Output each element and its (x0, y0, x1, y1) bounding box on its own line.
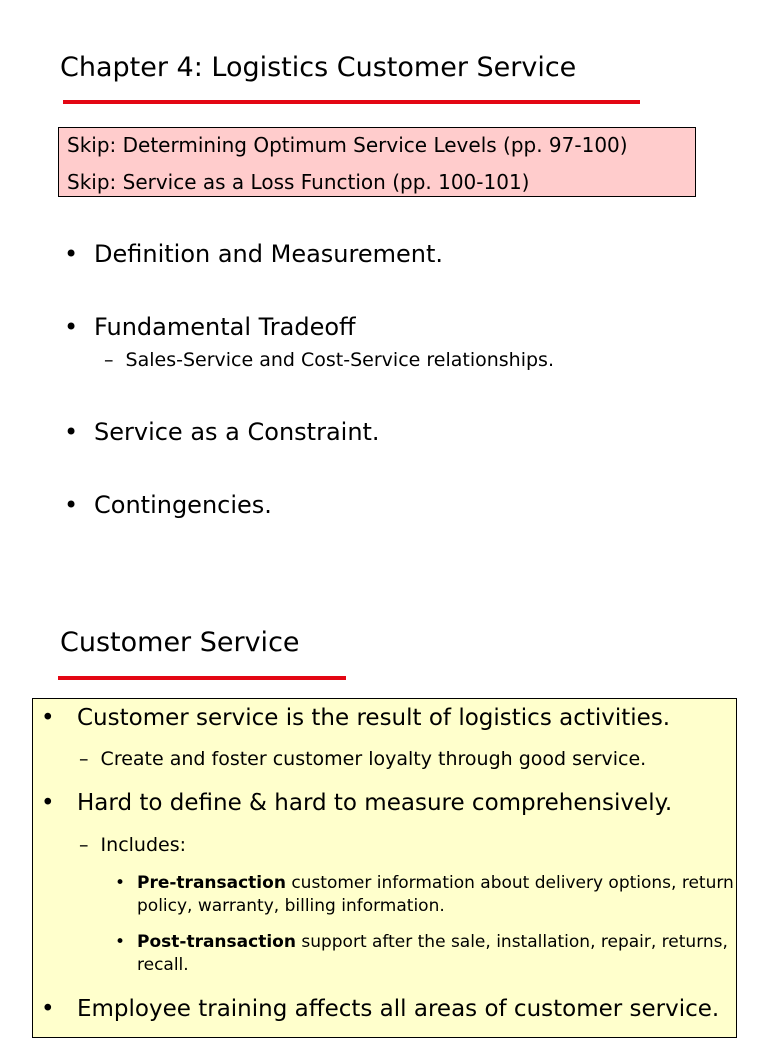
section-title-underline (58, 676, 346, 680)
page-title: Chapter 4: Logistics Customer Service (60, 52, 577, 83)
bullet-text: Definition and Measurement. (94, 240, 444, 268)
sub-bullet-item (79, 747, 646, 771)
bullet-text: Employee training affects all areas of customer service. (77, 996, 720, 1022)
sub-bullet-text: Includes: (100, 834, 187, 856)
dash-icon: – (79, 834, 89, 856)
bullet-icon: • (41, 705, 55, 731)
bullet-icon: • (115, 873, 126, 893)
bullet-text: Fundamental Tradeoff (94, 313, 356, 341)
bullet-icon: • (115, 932, 126, 952)
bullet-text: Hard to define & hard to measure comprehensively. (77, 790, 673, 816)
bullet-item (64, 240, 704, 268)
bullet-item (41, 789, 731, 817)
bullet-text: Service as a Constraint. (94, 418, 380, 446)
term-label: Pre-transaction (137, 873, 286, 893)
sub-bullet-text: Create and foster customer loyalty through good service. (100, 748, 647, 770)
bullet-icon: • (64, 240, 79, 268)
term-label: Post-transaction (137, 932, 296, 952)
sub-sub-bullet-text (137, 872, 747, 918)
section-title: Customer Service (60, 627, 300, 658)
bullet-item (64, 313, 704, 341)
sub-sub-bullet-text (137, 931, 747, 977)
bullet-icon: • (64, 418, 79, 446)
bullet-item (41, 995, 731, 1023)
sub-bullet-item (104, 348, 554, 372)
sub-sub-bullet-item (115, 931, 745, 977)
term-description: customer information about delivery options, return policy, warranty, billing information. (137, 873, 734, 916)
sub-bullet-text: Sales-Service and Cost-Service relationships. (125, 349, 554, 371)
bullet-icon: • (41, 996, 55, 1022)
bullet-icon: • (64, 313, 79, 341)
bullet-icon: • (41, 790, 55, 816)
sub-bullet-item (79, 833, 186, 857)
bullet-icon: • (64, 491, 79, 519)
skip-note-box (58, 127, 696, 197)
term-description: support after the sale, installation, repair, returns, recall. (137, 932, 728, 975)
title-underline (63, 100, 640, 104)
bullet-text: Contingencies. (94, 491, 272, 519)
sub-sub-bullet-item (115, 872, 745, 918)
dash-icon: – (104, 349, 114, 371)
bullet-item (64, 491, 704, 519)
dash-icon: – (79, 748, 89, 770)
skip-note-line: Skip: Service as a Loss Function (pp. 100-101) (67, 170, 530, 194)
customer-service-box (32, 698, 737, 1038)
bullet-text: Customer service is the result of logistics activities. (77, 705, 671, 731)
bullet-item (64, 418, 704, 446)
bullet-item (41, 704, 731, 732)
skip-note-line: Skip: Determining Optimum Service Levels (pp. 97-100) (67, 133, 628, 157)
